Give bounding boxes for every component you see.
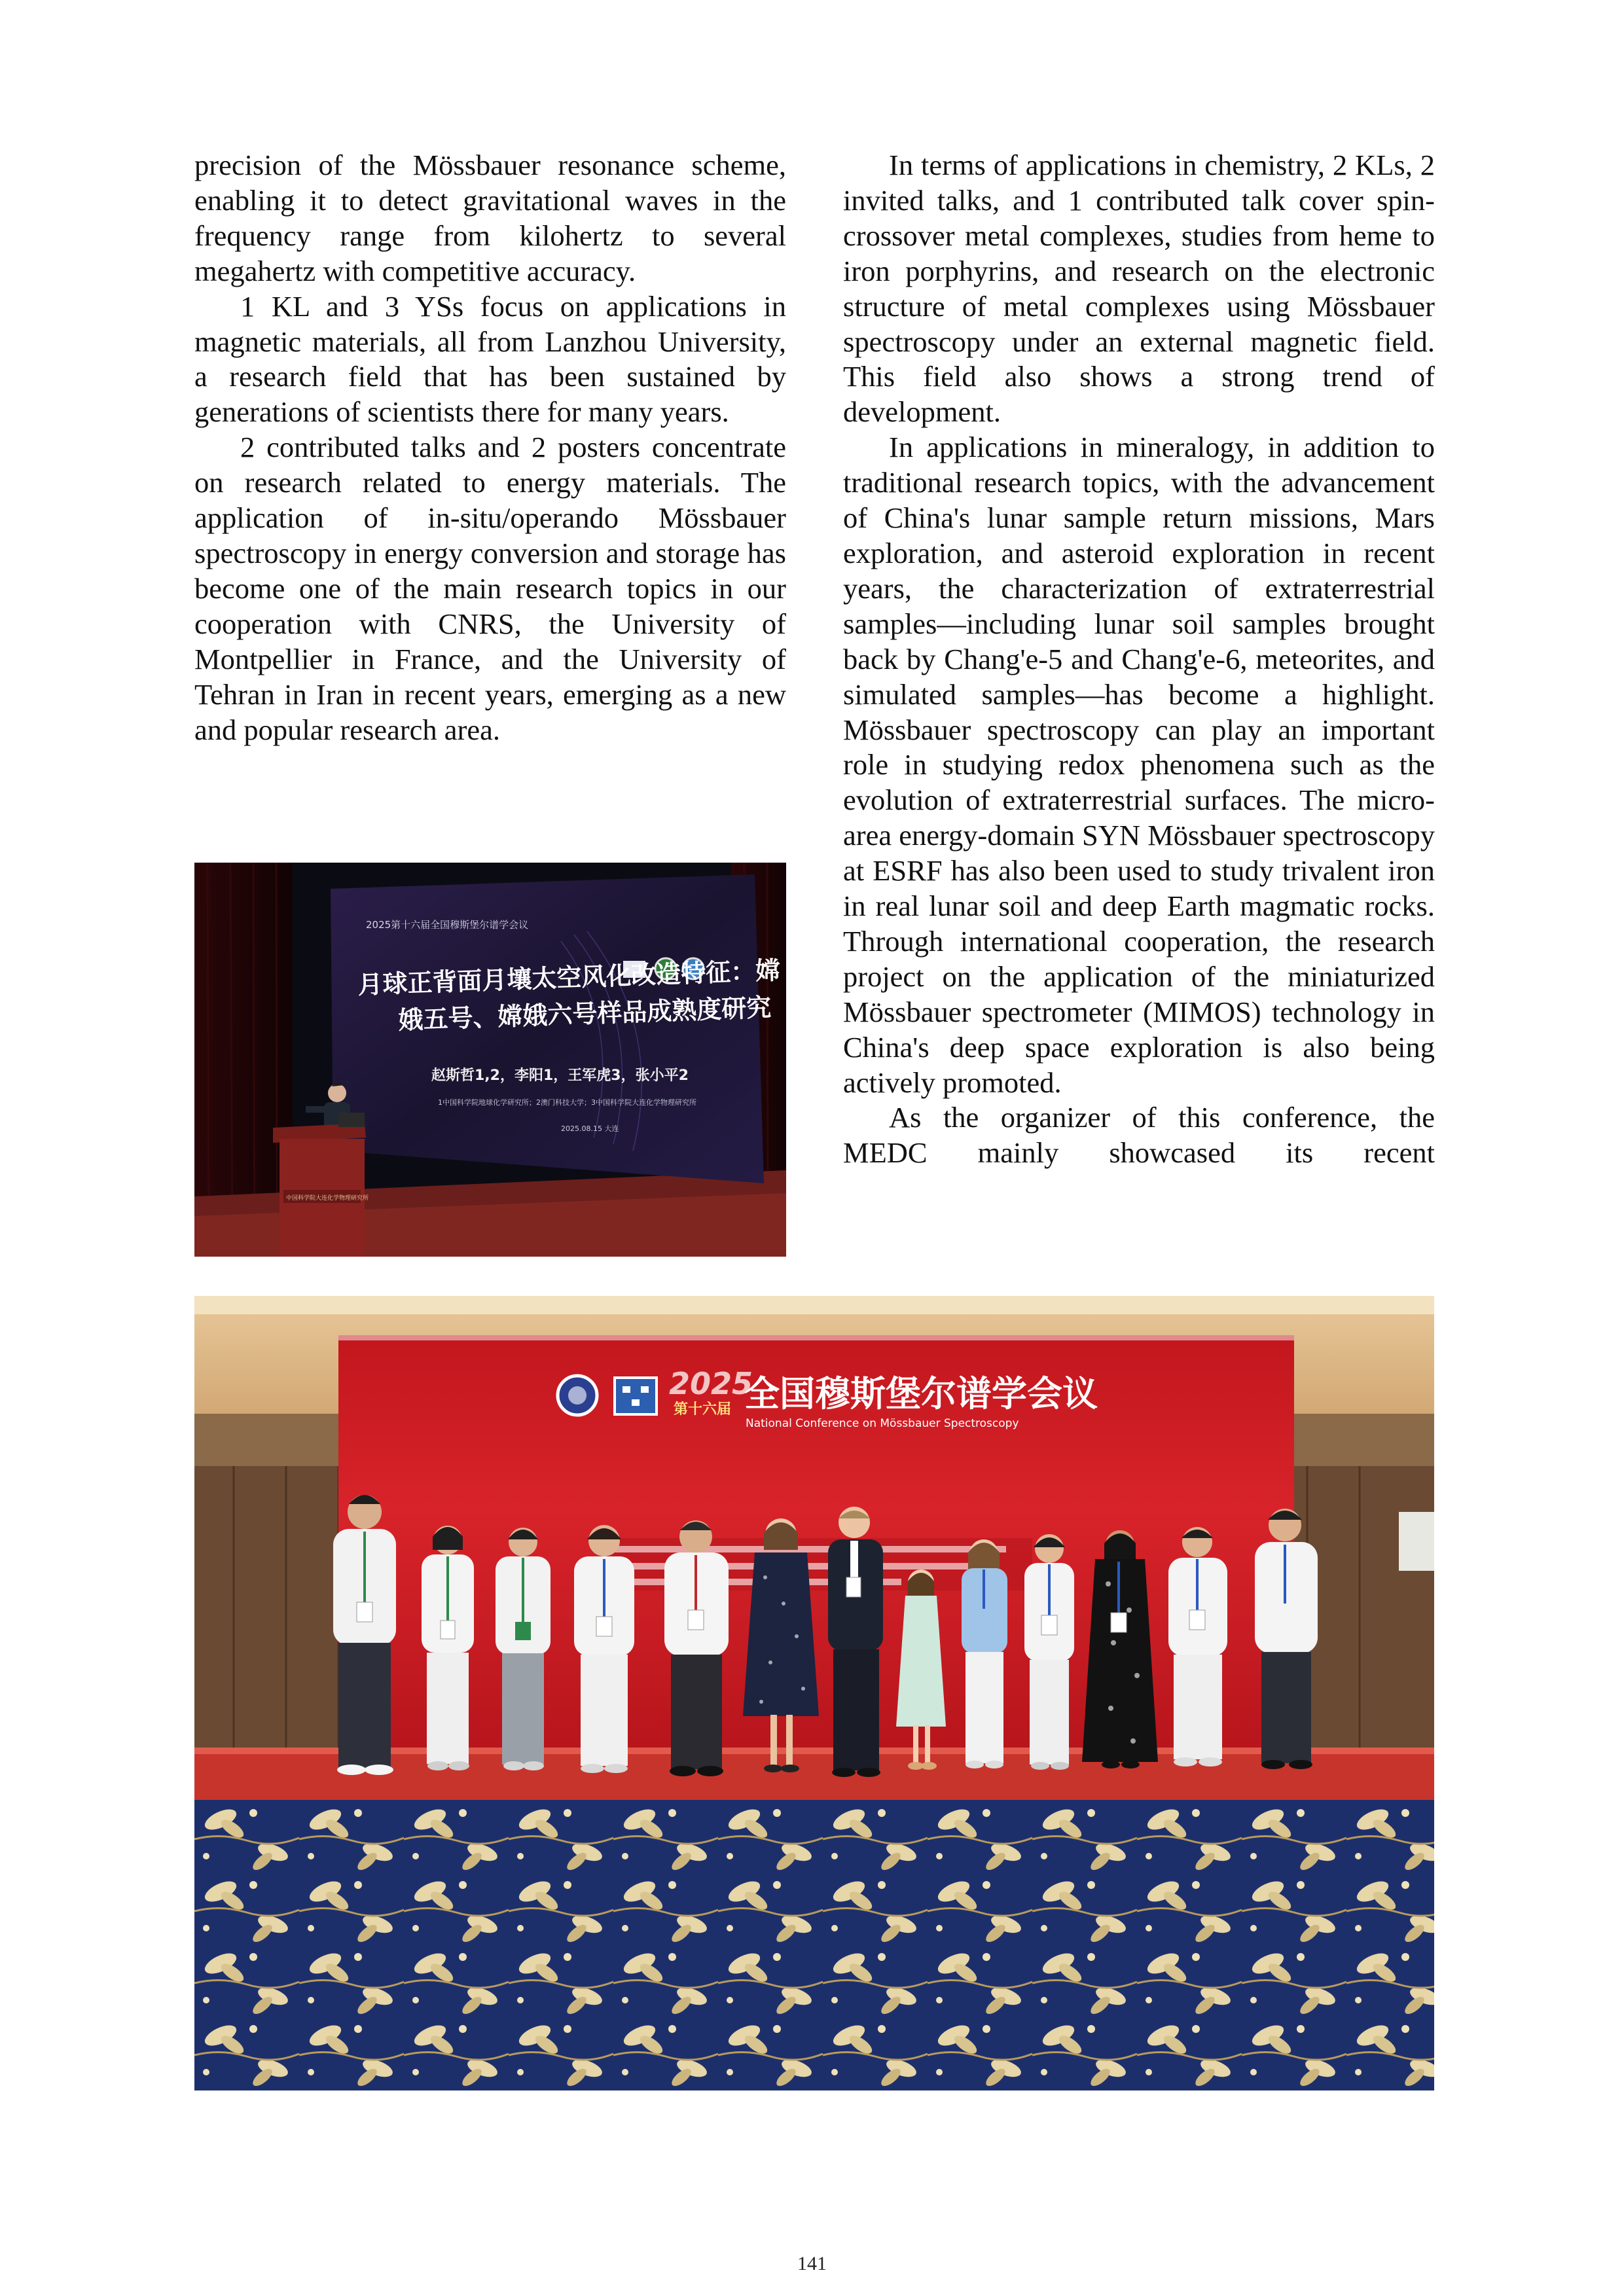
paragraph: 1 KL and 3 YSs focus on applications in magnetic materials, all from Lanzhou University, a research field that has been sustained by generations of scientists there for many years. <box>194 289 786 429</box>
banner-edition: 第十六届 <box>674 1401 732 1418</box>
right-text-column <box>843 148 1435 1171</box>
paragraph: 2 contributed talks and 2 posters concentrate on research related to energy materials. The application of in-situ/operando Mössbauer spectroscopy in energy conversion and storage has become one of the main research topics in our cooperation with CNRS, the University of Montpellier in France, and the University of Tehran in Iran in recent years, emerging as a new and popular research area. <box>194 431 786 746</box>
paragraph: In applications in mineralogy, in addition to traditional research topics, with the advancement of China's lunar sample return missions, Mars exploration, and asteroid exploration in recent years, the characterization of extraterrestrial samples—including lunar soil samples brought back by Chang'e-5 and Chang'e-6, meteorites, and simulated samples—has become a highlight. Mössbauer spectroscopy can play an important role in studying redox phenomena such as the evolution of extraterrestrial surfaces. The micro-area energy-domain SYN Mössbauer spectroscopy at ESRF has also been used to study trivalent iron in real lunar soil and deep Earth magmatic rocks. Through international cooperation, the research project on the application of the miniaturized Mössbauer spectrometer (MIMOS) technology in China's deep space exploration is also being actively promoted. <box>843 431 1435 1099</box>
screen-title: 娥五号、嫦娥六号样品成熟度研究 <box>397 993 772 1035</box>
banner-year: 2025 <box>669 1366 753 1401</box>
banner-subtitle: National Conference on Mössbauer Spectroscopy <box>746 1417 1019 1430</box>
lectern <box>273 1123 369 1257</box>
banner-title: 全国穆斯堡尔谱学会议 <box>744 1373 1098 1414</box>
paragraph: In terms of applications in chemistry, 2 KLs, 2 invited talks, and 1 contributed talk cover spin-crossover metal complexes, studies from heme to iron porphyrins, and research on the electronic structure of metal complexes using Mössbauer spectroscopy under an external magnetic field. This field also shows a strong trend of development. <box>843 149 1435 429</box>
paragraph: As the organizer of this conference, the MEDC mainly showcased its recent <box>843 1101 1435 1170</box>
air-conditioner <box>1399 1512 1434 1571</box>
group-photo <box>194 1296 1434 2090</box>
paragraph: precision of the Mössbauer resonance scheme, enabling it to detect gravitational waves in the frequency range from kilohertz to several megahertz with competitive accuracy. <box>194 149 786 287</box>
laptop-icon <box>338 1113 365 1127</box>
center-logo-icon <box>615 1378 657 1414</box>
lecture-photo <box>194 863 786 1257</box>
left-text-column <box>194 148 786 747</box>
screen-affiliations: 1中国科学院地球化学研究所；2澳门科技大学；3中国科学院大连化学物理研究所 <box>438 1098 696 1107</box>
lectern-text: 中国科学院大连化学物理研究所 <box>286 1195 369 1202</box>
screen-title: 月球正背面月壤太空风化改造特征：嫦 <box>357 956 781 999</box>
page-number: 141 <box>797 2253 827 2274</box>
screen-header: 2025第十六届全国穆斯堡尔谱学会议 <box>366 919 529 931</box>
screen-date: 2025.08.15 大连 <box>561 1124 619 1133</box>
screen-authors: 赵斯哲1,2，李阳1，王军虎3，张小平2 <box>431 1067 689 1084</box>
carpet <box>194 1800 1434 2090</box>
